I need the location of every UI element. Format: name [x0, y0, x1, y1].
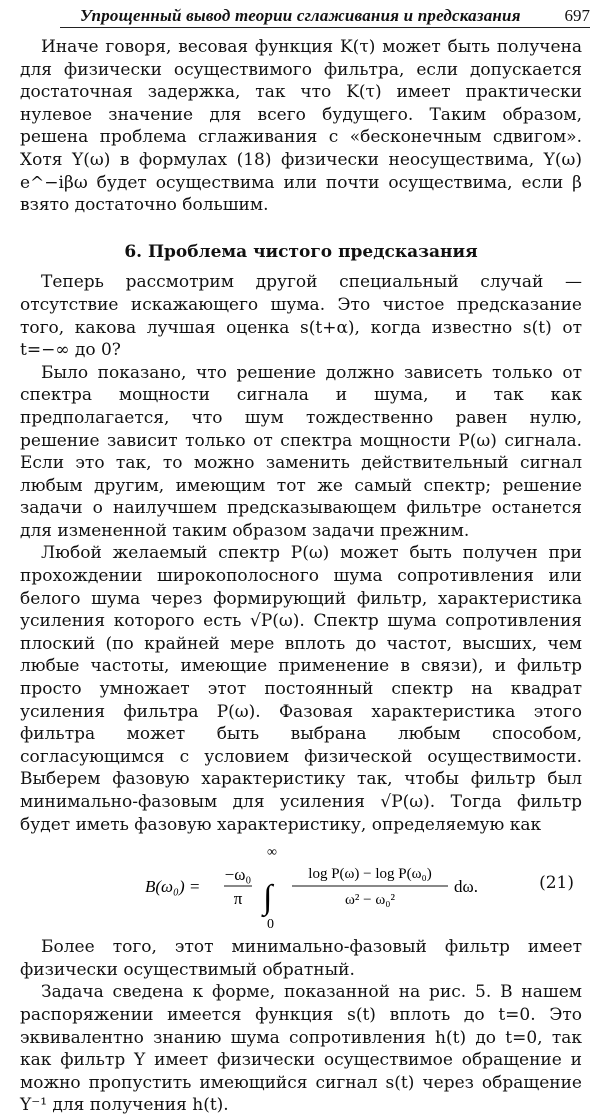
- equation-21-graphic: [20, 842, 582, 934]
- paragraph-power-spectrum: Было показано, что решение должно зависеть только от спектра мощности сигнала и шума, и так как предполагается, что шум тождественно равен нулю, решение зависит только от спектра мощности P(ω) сигнала. Если это так, то можно заменить действительный сигнал любым другим, имеющим тот же самый спектр; решение задачи о наилучшем предсказывающем фильтре останется для измененной таким образом задачи прежним.: [20, 362, 582, 541]
- page-content: [20, 36, 582, 1117]
- paragraph-inverse-filter: Более того, этот минимально-фазовый фильтр имеет физически осуществимый обратный.: [20, 937, 582, 980]
- integrand-numerator: log P(ω) − log P(ω₀): [308, 866, 432, 883]
- running-header: [60, 4, 590, 28]
- paragraph-pure-prediction-intro: Теперь рассмотрим другой специальный случай — отсутствие искажающего шума. Это чистое предсказание того, какова лучшая оценка s(t+α), когда известно s(t) от t=−∞ до 0?: [20, 272, 582, 361]
- paragraph-shaping-filter: Любой желаемый спектр P(ω) может быть получен при прохождении широкополосного шума сопротивления или белого шума через формирующий фильтр, характеристика усиления которого есть √P(ω). Спектр шума сопротивления плоский (по крайней мере вплоть до частот, высших, чем любые частоты, имеющие применение в связи), и фильтр просто умножает этот постоянный спектр на квадрат усиления фильтра P(ω). Фазовая характеристика этого фильтра может быть выбрана любым способом, согласующимся с условием физической осуществимости. Выберем фазовую характеристику так, чтобы фильтр был минимально-фазовым для усиления √P(ω). Тогда фильтр будет иметь фазовую характеристику, определяемую как: [20, 543, 582, 835]
- integral-upper-limit: ∞: [267, 845, 277, 861]
- header-rule: [60, 27, 590, 28]
- equation-number: (21): [539, 873, 574, 894]
- page-number: 697: [564, 6, 590, 25]
- integral-lower-limit: 0: [267, 917, 274, 933]
- paragraph-problem-reduction: Задача сведена к форме, показанной на рис. 5. В нашем распоряжении имеется функция s(t) вплоть до t=0. Это эквивалентно знанию шума сопротивления h(t) до t=0, так как фильтр Y имеет физически осуществимое обращение и можно пропустить имеющийся сигнал s(t) через обращение Y⁻¹ для получения h(t).: [20, 982, 582, 1116]
- paragraph-smoothing-conclusion: Иначе говоря, весовая функция K(τ) может быть получена для физически осуществимого фильтра, если допускается достаточная задержка, так что K(τ) имеет практически нулевое значение для всего будущего. Таким образом, решена проблема сглаживания с «бесконечным сдвигом». Хотя Y(ω) в формулах (18) физически неосуществима, Y(ω) e^−iβω будет осуществима или почти осуществима, если β взято достаточно большим.: [20, 37, 582, 216]
- equation-lhs: B(ω₀) =: [145, 877, 201, 897]
- equation-21: [20, 842, 582, 934]
- integrand-denominator: ω² − ω₀²: [345, 892, 395, 909]
- section-heading: 6. Проблема чистого предсказания: [124, 241, 478, 262]
- coefficient-numerator: −ω₀: [224, 865, 252, 885]
- differential: dω.: [454, 877, 478, 897]
- coefficient-denominator: π: [233, 889, 243, 909]
- running-title: Упрощенный вывод теории сглаживания и предсказания: [80, 6, 521, 25]
- integral-sign: ∫: [263, 879, 273, 917]
